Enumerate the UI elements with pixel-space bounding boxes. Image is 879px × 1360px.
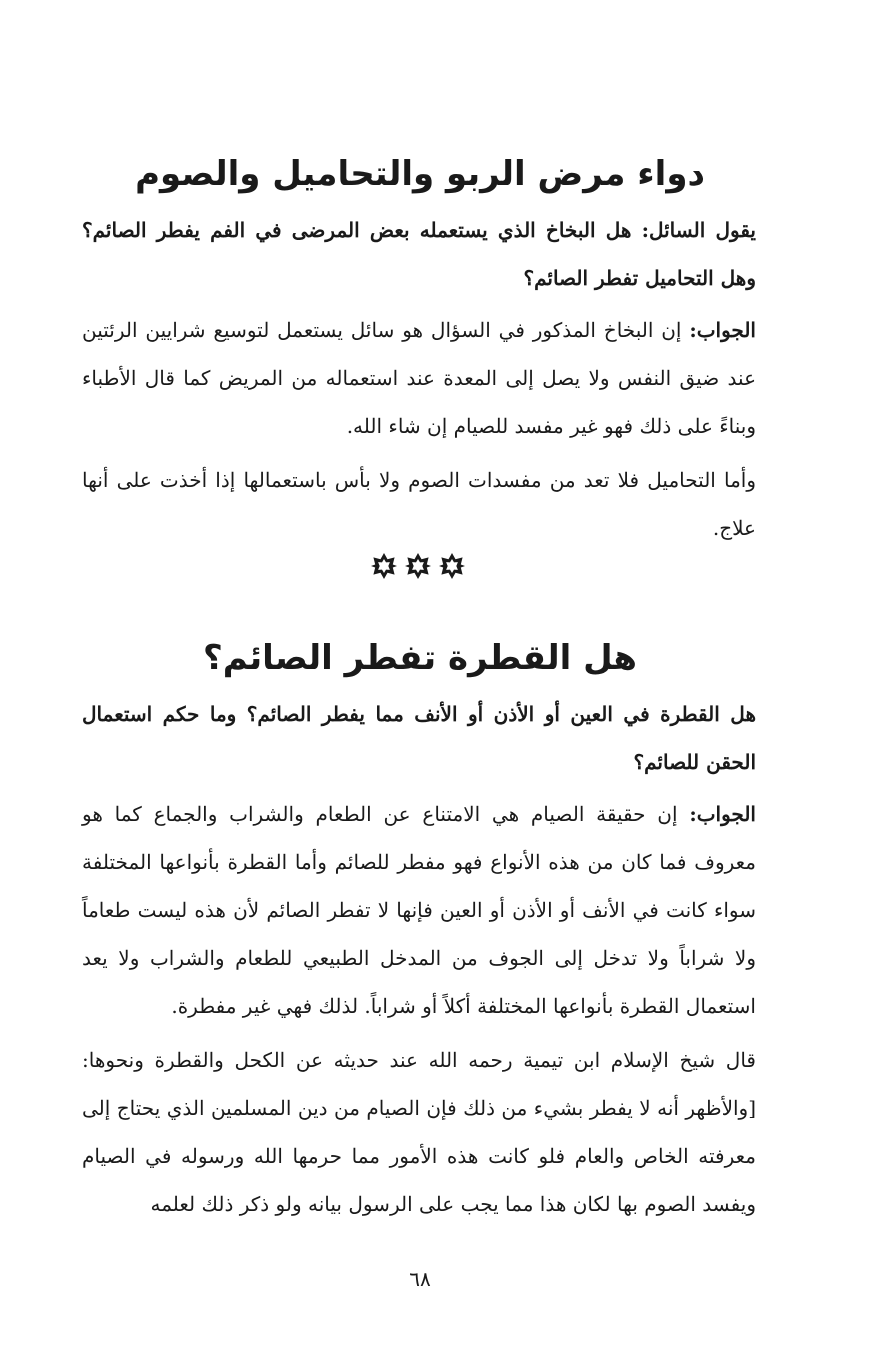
answer-text: إن البخاخ المذكور في السؤال هو سائل يستعمل لتوسيع شرايين الرئتين عند ضيق النفس ولا يصل إلى المعدة عند استعماله من المريض كما قال الأطباء وبناءً على ذلك فهو غير مفسد للصيام إن شاء الله. — [82, 318, 756, 438]
star-ornament-icon — [370, 552, 398, 580]
page-number: ٦٨ — [409, 1267, 431, 1291]
answer-label: الجواب: — [689, 802, 756, 826]
question-drops: هل القطرة في العين أو الأذن أو الأنف مما يفطر الصائم؟ وما حكم استعمال الحقن للصائم؟ — [82, 702, 756, 774]
answer-drops — [82, 790, 756, 1030]
star-ornament-icon — [404, 552, 432, 580]
paragraph-ibn-taymiyyah-quote: قال شيخ الإسلام ابن تيمية رحمه الله عند حديثه عن الكحل والقطرة ونحوها: [والأظهر أنه لا يفطر بشيء من ذلك فإن الصيام من دين المسلمين الذي يحتاج إلى معرفته الخاص والعام فلو كانت هذه الأمور مما حرمها الله ورسوله في الصيام ويفسد الصوم بها لكان هذا مما يجب على الرسول بيانه ولو ذكر ذلك لعلمه — [82, 1048, 756, 1216]
answer-label: الجواب: — [689, 318, 756, 342]
section-title-asthma: دواء مرض الربو والتحاميل والصوم — [135, 154, 705, 194]
paragraph-suppositories: وأما التحاميل فلا تعد من مفسدات الصوم ولا بأس باستعمالها إذا أخذت على أنها علاج. — [82, 468, 756, 540]
answer-text: إن حقيقة الصيام هي الامتناع عن الطعام والشراب والجماع كما هو معروف فما كان من هذه الأنواع فهو مفطر للصائم وأما القطرة بأنواعها المختلفة سواء كانت في الأنف أو الأذن أو العين فإنها لا تفطر الصائم لأن هذه ليست طعاماً ولا شراباً ولا تدخل إلى الجوف من المدخل الطبيعي للطعام والشراب ولا يعد استعمال القطرة بأنواعها المختلفة أكلاً أو شراباً. لذلك فهي غير مفطرة. — [82, 802, 756, 1018]
answer-inhaler — [82, 306, 756, 450]
section-title-drops: هل القطرة تفطر الصائم؟ — [202, 638, 637, 678]
question-inhaler: يقول السائل: هل البخاخ الذي يستعمله بعض المرضى في الفم يفطر الصائم؟ وهل التحاميل تفطر الصائم؟ — [82, 218, 756, 290]
star-ornament-icon — [438, 552, 466, 580]
section-divider-ornament — [370, 552, 466, 584]
